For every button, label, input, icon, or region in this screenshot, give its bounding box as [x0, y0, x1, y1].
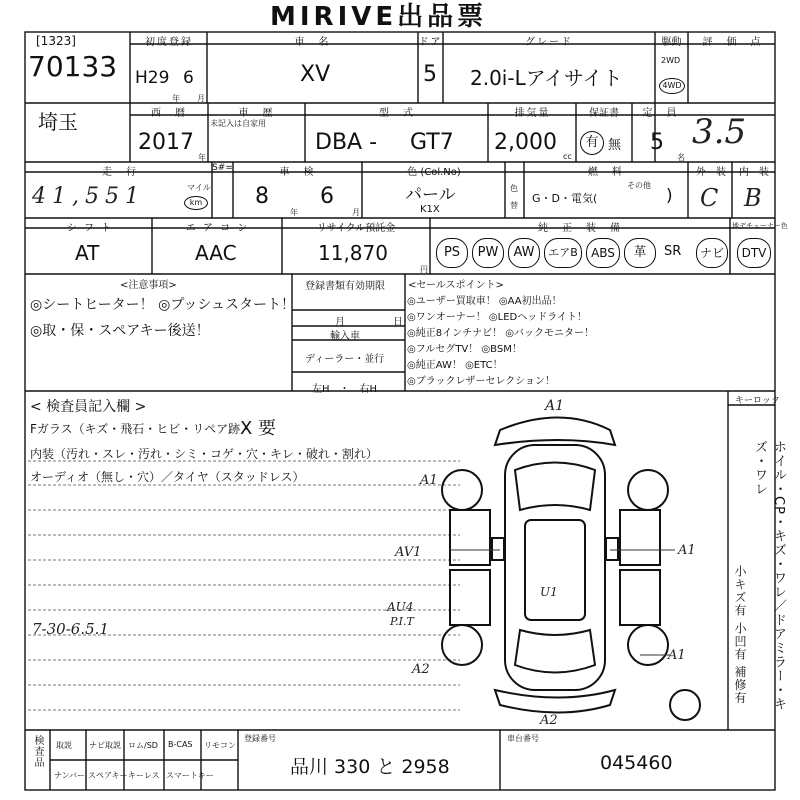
item-remote: リモコン [204, 741, 236, 750]
sales-point-2: ◎ワンオーナー！ ◎LEDヘッドライト！ [407, 312, 587, 323]
car-damage-diagram [440, 400, 730, 725]
inspector-glass: Fガラス（キズ・飛石・ヒビ・リペア跡・ [30, 422, 253, 436]
label-notes: <注意事項> [120, 280, 177, 291]
label-check-items: 検査品 [32, 735, 43, 768]
rear-right-door [620, 570, 660, 625]
first-reg-era: H29 [135, 68, 170, 88]
label-door: ドア [418, 37, 443, 48]
left-mirror [492, 538, 504, 560]
equip-ps: PS [436, 238, 468, 268]
label-color: 色 (Col.No) [407, 167, 461, 178]
fuel-options: G・D・電気( [532, 192, 598, 205]
label-inspector: < 検査員記入欄 > [30, 399, 147, 415]
first-reg-month-suffix: 月 [197, 94, 205, 103]
front-left-wheel [442, 470, 482, 510]
exterior-score: C [700, 184, 719, 212]
rear-left-wheel [442, 625, 482, 665]
form-title: 出品票 [397, 2, 488, 32]
first-reg-year-suffix: 年 [172, 94, 180, 103]
mark-a1-right: A1 [678, 543, 696, 558]
lot-region: 埼玉 [38, 110, 78, 134]
label-first-reg: 初度登録 [145, 37, 193, 48]
label-shift: シ フ ト [66, 223, 114, 234]
grade-value: 2.0i-Lアイサイト [470, 66, 623, 90]
label-chassis: 車台番号 [507, 734, 539, 743]
label-reg-number: 登録番号 [244, 734, 276, 743]
sales-point-4: ◎フルセグTV！ ◎BSM！ [407, 344, 522, 355]
front-right-door [620, 510, 660, 565]
equip-navi: ナビ [696, 238, 728, 268]
label-import: 輸入車 [330, 331, 360, 342]
model-prefix: DBA - [315, 130, 378, 155]
label-year-western: 西 暦 [151, 108, 187, 119]
inspector-interior: 内装（汚れ・スレ・汚れ・シミ・コゲ・穴・キレ・破れ・割れ） [30, 447, 378, 461]
label-aircon: エ ア コ ン [185, 223, 250, 234]
color-change-gae: 替 [510, 201, 518, 210]
label-exterior: 外 装 [696, 167, 726, 178]
glass-mark: X 要 [240, 418, 277, 439]
displacement: 2,000 [494, 130, 557, 155]
label-body-history: 車 歴 [238, 108, 275, 119]
rear-right-wheel [628, 625, 668, 665]
inspector-handwritten-note: 7-30-6.5.1 [32, 620, 109, 638]
warranty-no: 無 [608, 138, 622, 153]
label-recycle: リサイクル預託金 [316, 223, 396, 234]
sales-point-1: ◎ユーザー買取車！ ◎AA初出品！ [407, 296, 562, 307]
car-body-outline [505, 445, 605, 690]
damage-legend-extra: 小キズ有 小凹有 補修有 [733, 565, 747, 705]
item-spare-key: スペアキー [88, 771, 128, 780]
mark-pit: P.I.T [390, 615, 414, 628]
label-inspection: 車 検 [279, 167, 316, 178]
lot-number: 70133 [28, 50, 118, 83]
mark-a1-left: A1 [420, 473, 438, 488]
label-model: 型 式 [379, 108, 415, 119]
mileage-value: 41,551 [32, 184, 145, 209]
mark-a1-bottom-right: A1 [668, 648, 686, 663]
brand-logo: MIRIVE [270, 2, 398, 32]
rear-window [515, 630, 595, 673]
year-suffix: 年 [198, 153, 206, 162]
sales-point-5: ◎純正AW！ ◎ETC！ [407, 360, 503, 371]
mark-a1-top: A1 [545, 398, 565, 414]
note-line-2: ◎取・保・スペアキー後送！ [30, 323, 210, 339]
interior-score: B [744, 184, 762, 212]
mark-a2-bottom: A2 [540, 713, 558, 728]
door-count: 5 [423, 62, 437, 87]
mark-u1-center: U1 [540, 585, 558, 599]
item-manual: 取説 [56, 741, 72, 750]
label-body-sub: 未記入は自家用 [210, 119, 266, 128]
label-drive: 駆動 [661, 37, 682, 48]
label-tv-tuner: 地デチューナー色 [732, 222, 788, 230]
capacity-unit: 名 [677, 153, 685, 162]
label-key-lock: キーロック [735, 396, 780, 406]
label-score: 評 価 点 [702, 37, 763, 48]
rear-bumper [495, 690, 615, 713]
label-sales-points: <セールスポイント> [408, 280, 504, 291]
color-value: パール [405, 185, 456, 205]
model-code: GT7 [410, 130, 454, 155]
label-capacity: 定 員 [642, 108, 679, 119]
label-interior: 内 装 [739, 167, 769, 178]
import-dealer: ディーラー・並行 [305, 354, 385, 365]
reg-docs-day: 日 [393, 317, 403, 328]
car-name: XV [300, 62, 331, 87]
color-code: K1X [420, 204, 440, 215]
drive-2wd: 2WD [661, 56, 681, 65]
inspection-year: 8 [255, 184, 269, 209]
label-smeter: S#= [212, 163, 233, 173]
item-bcas: B-CAS [168, 740, 193, 749]
lot-code: [1323] [36, 34, 76, 48]
label-mileage: 走 行 [102, 167, 138, 178]
chassis-number: 045460 [600, 752, 673, 774]
label-displacement: 排気量 [514, 108, 551, 119]
form-header [270, 0, 487, 33]
equip-leather: 革 [624, 238, 656, 268]
import-steering: 左H ・ 右H [312, 384, 378, 395]
shift-value: AT [75, 241, 100, 265]
item-smart-key: スマートキー [166, 771, 214, 780]
right-mirror [606, 538, 618, 560]
windshield [515, 463, 595, 511]
spare-wheel [670, 690, 700, 720]
roof [525, 520, 585, 620]
inspection-year-suffix: 年 [290, 208, 298, 217]
mileage-km: km [184, 196, 208, 210]
mark-a2-bottom-left: A2 [412, 662, 430, 677]
equip-airbag: エアB [544, 238, 582, 268]
label-reg-docs: 登録書類有効期限 [305, 281, 385, 292]
aircon-value: AAC [195, 241, 237, 265]
mark-au-left: AU4 [387, 600, 414, 614]
inspection-month-suffix: 月 [352, 208, 360, 217]
fuel-close: ) [666, 186, 673, 206]
equip-dtv: DTV [737, 238, 771, 268]
label-grade: グレード [525, 37, 573, 48]
equip-pw: PW [472, 238, 504, 268]
item-rom-sd: ロム/SD [128, 741, 158, 750]
drive-4wd: 4WD [659, 78, 685, 94]
reg-number: 品川 330 と 2958 [290, 756, 450, 778]
reg-docs-month: 月 [335, 317, 345, 328]
item-keyless: キーレス [128, 771, 160, 780]
sales-point-3: ◎純正8インチナビ！ ◎バックモニター！ [407, 328, 594, 339]
score-value: 3.5 [692, 112, 747, 152]
item-navi-manual: ナビ取説 [89, 741, 121, 750]
label-warranty: 保証書 [589, 108, 619, 119]
year-western: 2017 [138, 130, 194, 155]
label-car-name: 車 名 [294, 37, 331, 48]
equip-sr: SR [664, 244, 682, 259]
rear-left-door [450, 570, 490, 625]
mileage-mile: マイル [187, 183, 211, 192]
capacity: 5 [650, 130, 664, 155]
fuel-other: その他 [627, 181, 651, 190]
front-bumper [495, 418, 615, 446]
front-right-wheel [628, 470, 668, 510]
label-equipment: 純 正 装 備 [538, 223, 622, 234]
equip-abs: ABS [586, 238, 620, 268]
label-fuel: 燃 料 [588, 167, 624, 178]
inspection-month: 6 [320, 184, 334, 209]
inspector-audio-tire: オーディオ（無し・穴）／タイヤ（スタッドレス） [30, 470, 305, 484]
recycle-fee: 11,870 [318, 241, 388, 265]
recycle-unit: 円 [420, 265, 428, 274]
equip-aw: AW [508, 238, 540, 268]
damage-legend: ホイル・CP・キズ・ワレ／ドアミラー・キズ・ワレ [752, 440, 786, 711]
front-left-door [450, 510, 490, 565]
item-number-plate: ナンバー [54, 771, 86, 780]
displacement-unit: cc [563, 152, 572, 161]
warranty-yes: 有 [580, 131, 604, 155]
color-change-iro: 色 [510, 184, 518, 193]
first-reg-month: 6 [183, 68, 194, 88]
note-line-1: ◎シートヒーター！ ◎プッシュスタート！ [30, 297, 296, 313]
mark-av1: AV1 [395, 545, 422, 560]
sales-point-6: ◎ブラックレザーセレクション！ [407, 376, 555, 387]
